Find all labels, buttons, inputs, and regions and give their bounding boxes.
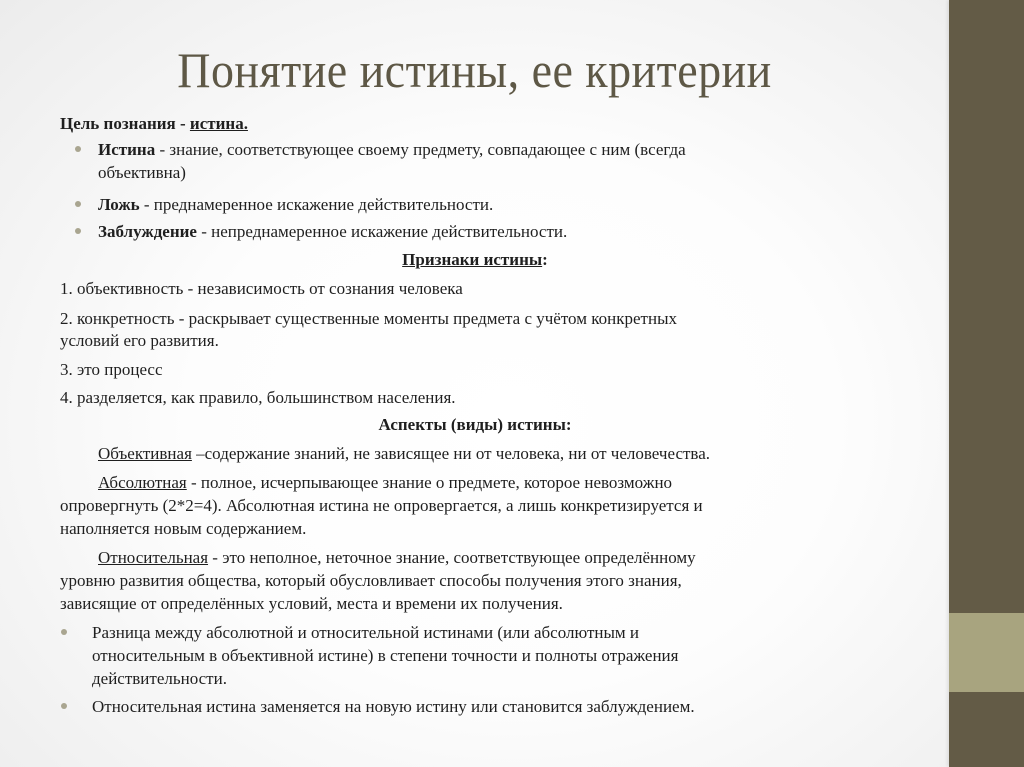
sign-item-2-cont: условий его развития. <box>60 331 219 350</box>
aspect-term: Объективная <box>98 444 192 463</box>
definition-truth-cont: объективна) <box>98 163 186 182</box>
definition-text: - непреднамеренное искажение действительности. <box>196 222 568 241</box>
bullet-icon <box>75 201 81 207</box>
aspect-absolute-line3: наполняется новым содержанием. <box>60 519 307 538</box>
note-1: Разница между абсолютной и относительной истинами (или абсолютным и <box>92 623 640 642</box>
aspect-absolute-line2: опровергнуть (2*2=4). Абсолютная истина не опровергается, а лишь конкретизируется и <box>60 496 703 515</box>
sign-item-4: 4. разделяется, как правило, большинством населения. <box>60 388 456 407</box>
aspect-relative-line3: зависящие от определённых условий, места и времени их получения. <box>60 594 563 613</box>
definition-error <box>98 220 567 243</box>
definition-text: - знание, соответствующее своему предмету, совпадающее с ним (всегда <box>155 140 686 159</box>
sign-item-1: 1. объективность - независимость от сознания человека <box>60 279 463 298</box>
definition-term: Истина <box>98 140 156 159</box>
sign-item-2: 2. конкретность - раскрывает существенные моменты предмета с учётом конкретных <box>60 309 677 328</box>
bullet-icon <box>61 703 67 709</box>
sign-item-3: 3. это процесс <box>60 360 163 379</box>
definition-term: Заблуждение <box>98 222 197 241</box>
decorative-sidebar <box>949 0 1024 767</box>
note-1-line3: действительности. <box>92 669 227 688</box>
decorative-sidebar-band <box>949 613 1024 692</box>
definition-truth <box>98 138 686 161</box>
goal-line <box>60 112 248 135</box>
goal-label: Цель познания - <box>60 114 190 133</box>
aspect-term: Абсолютная <box>98 473 187 492</box>
definition-lie <box>98 193 493 216</box>
aspect-objective: Объективная –содержание знаний, не зависящее ни от человека, ни от человечества. <box>98 444 711 463</box>
goal-value: истина. <box>189 114 248 133</box>
note-1-line2: относительным в объективной истине) в степени точности и полноты отражения <box>92 646 679 665</box>
aspects-heading: Аспекты (виды) истины: <box>378 415 572 434</box>
aspect-term: Относительная <box>98 548 209 567</box>
aspect-absolute: Абсолютная - полное, исчерпывающее знание о предмете, которое невозможно <box>98 473 673 492</box>
bullet-icon <box>61 629 67 635</box>
signs-heading: Признаки истины: <box>402 250 548 269</box>
slide-title: Понятие истины, ее критерии <box>177 42 772 98</box>
aspect-relative: Относительная - это неполное, неточное знание, соответствующее определённому <box>98 548 696 567</box>
aspect-relative-line2: уровню развития общества, который обусловливает способы получения этого знания, <box>60 571 682 590</box>
note-2: Относительная истина заменяется на новую истину или становится заблуждением. <box>92 697 695 716</box>
bullet-icon <box>75 146 81 152</box>
bullet-icon <box>75 228 81 234</box>
definition-text: - преднамеренное искажение действительности. <box>139 195 494 214</box>
definition-term: Ложь <box>98 195 140 214</box>
